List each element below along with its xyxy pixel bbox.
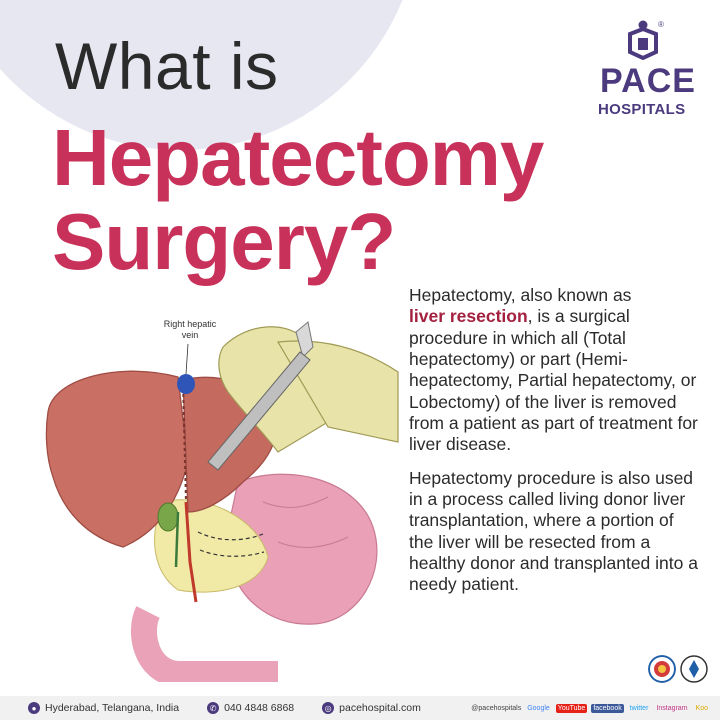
description-paragraph-1 — [409, 285, 699, 456]
footer-website[interactable] — [322, 702, 421, 714]
label-line-1: Right hepatic — [163, 319, 217, 329]
description-paragraph-2: Hepatectomy procedure is also used in a process called living donor liver transplantation, where a portion of the liver will be resected from a healthy donor and transplanted into a needy patient. — [409, 467, 698, 595]
logo-subtitle: HOSPITALS — [598, 101, 686, 118]
title-line-1: What is — [55, 29, 279, 103]
logo-name: PACE — [600, 62, 696, 100]
hepatectomy-illustration — [28, 302, 408, 682]
footer-phone[interactable] — [207, 702, 294, 714]
pace-hospitals-logo[interactable] — [596, 18, 706, 128]
title-line-3: Surgery? — [52, 197, 396, 286]
registered-mark: ® — [658, 20, 664, 29]
twitter-link[interactable]: twitter — [629, 704, 649, 712]
website-text: pacehospital.com — [339, 702, 421, 714]
instagram-link[interactable]: Instagram — [656, 704, 688, 712]
footer-bar — [0, 696, 720, 720]
footer-location[interactable] — [28, 702, 179, 714]
p1-after: , is a surgical procedure in which all (Total hepatectomy) or part (Hemi-hepatectomy, Partial hepatectomy, or Lobectomy) of the liver is removed from a patient as part of treatment for liver disease. — [409, 306, 698, 455]
illustration-label — [150, 319, 230, 342]
description-text — [409, 285, 699, 608]
globe-icon: ◎ — [322, 702, 334, 714]
nabh-badge-icon — [648, 655, 676, 683]
logo-mark-icon — [626, 20, 660, 60]
social-handle: @pacehospitals — [471, 704, 522, 712]
phone-icon: ✆ — [207, 702, 219, 714]
liver-resection-highlight: liver resection — [409, 306, 528, 327]
youtube-link[interactable]: YouTube — [557, 704, 586, 712]
koo-link[interactable]: Koo — [695, 704, 708, 712]
title-line-2: Hepatectomy — [52, 113, 544, 202]
p1-before: Hepatectomy, also known as — [409, 285, 632, 305]
location-text: Hyderabad, Telangana, India — [45, 702, 180, 714]
phone-text: 040 4848 6868 — [224, 702, 295, 714]
label-line-2: vein — [181, 330, 199, 341]
nabl-badge-icon — [680, 655, 708, 683]
facebook-link[interactable]: facebook — [593, 704, 622, 712]
location-pin-icon: ● — [28, 702, 40, 714]
social-links — [471, 704, 710, 713]
google-link[interactable]: Google — [527, 704, 550, 712]
